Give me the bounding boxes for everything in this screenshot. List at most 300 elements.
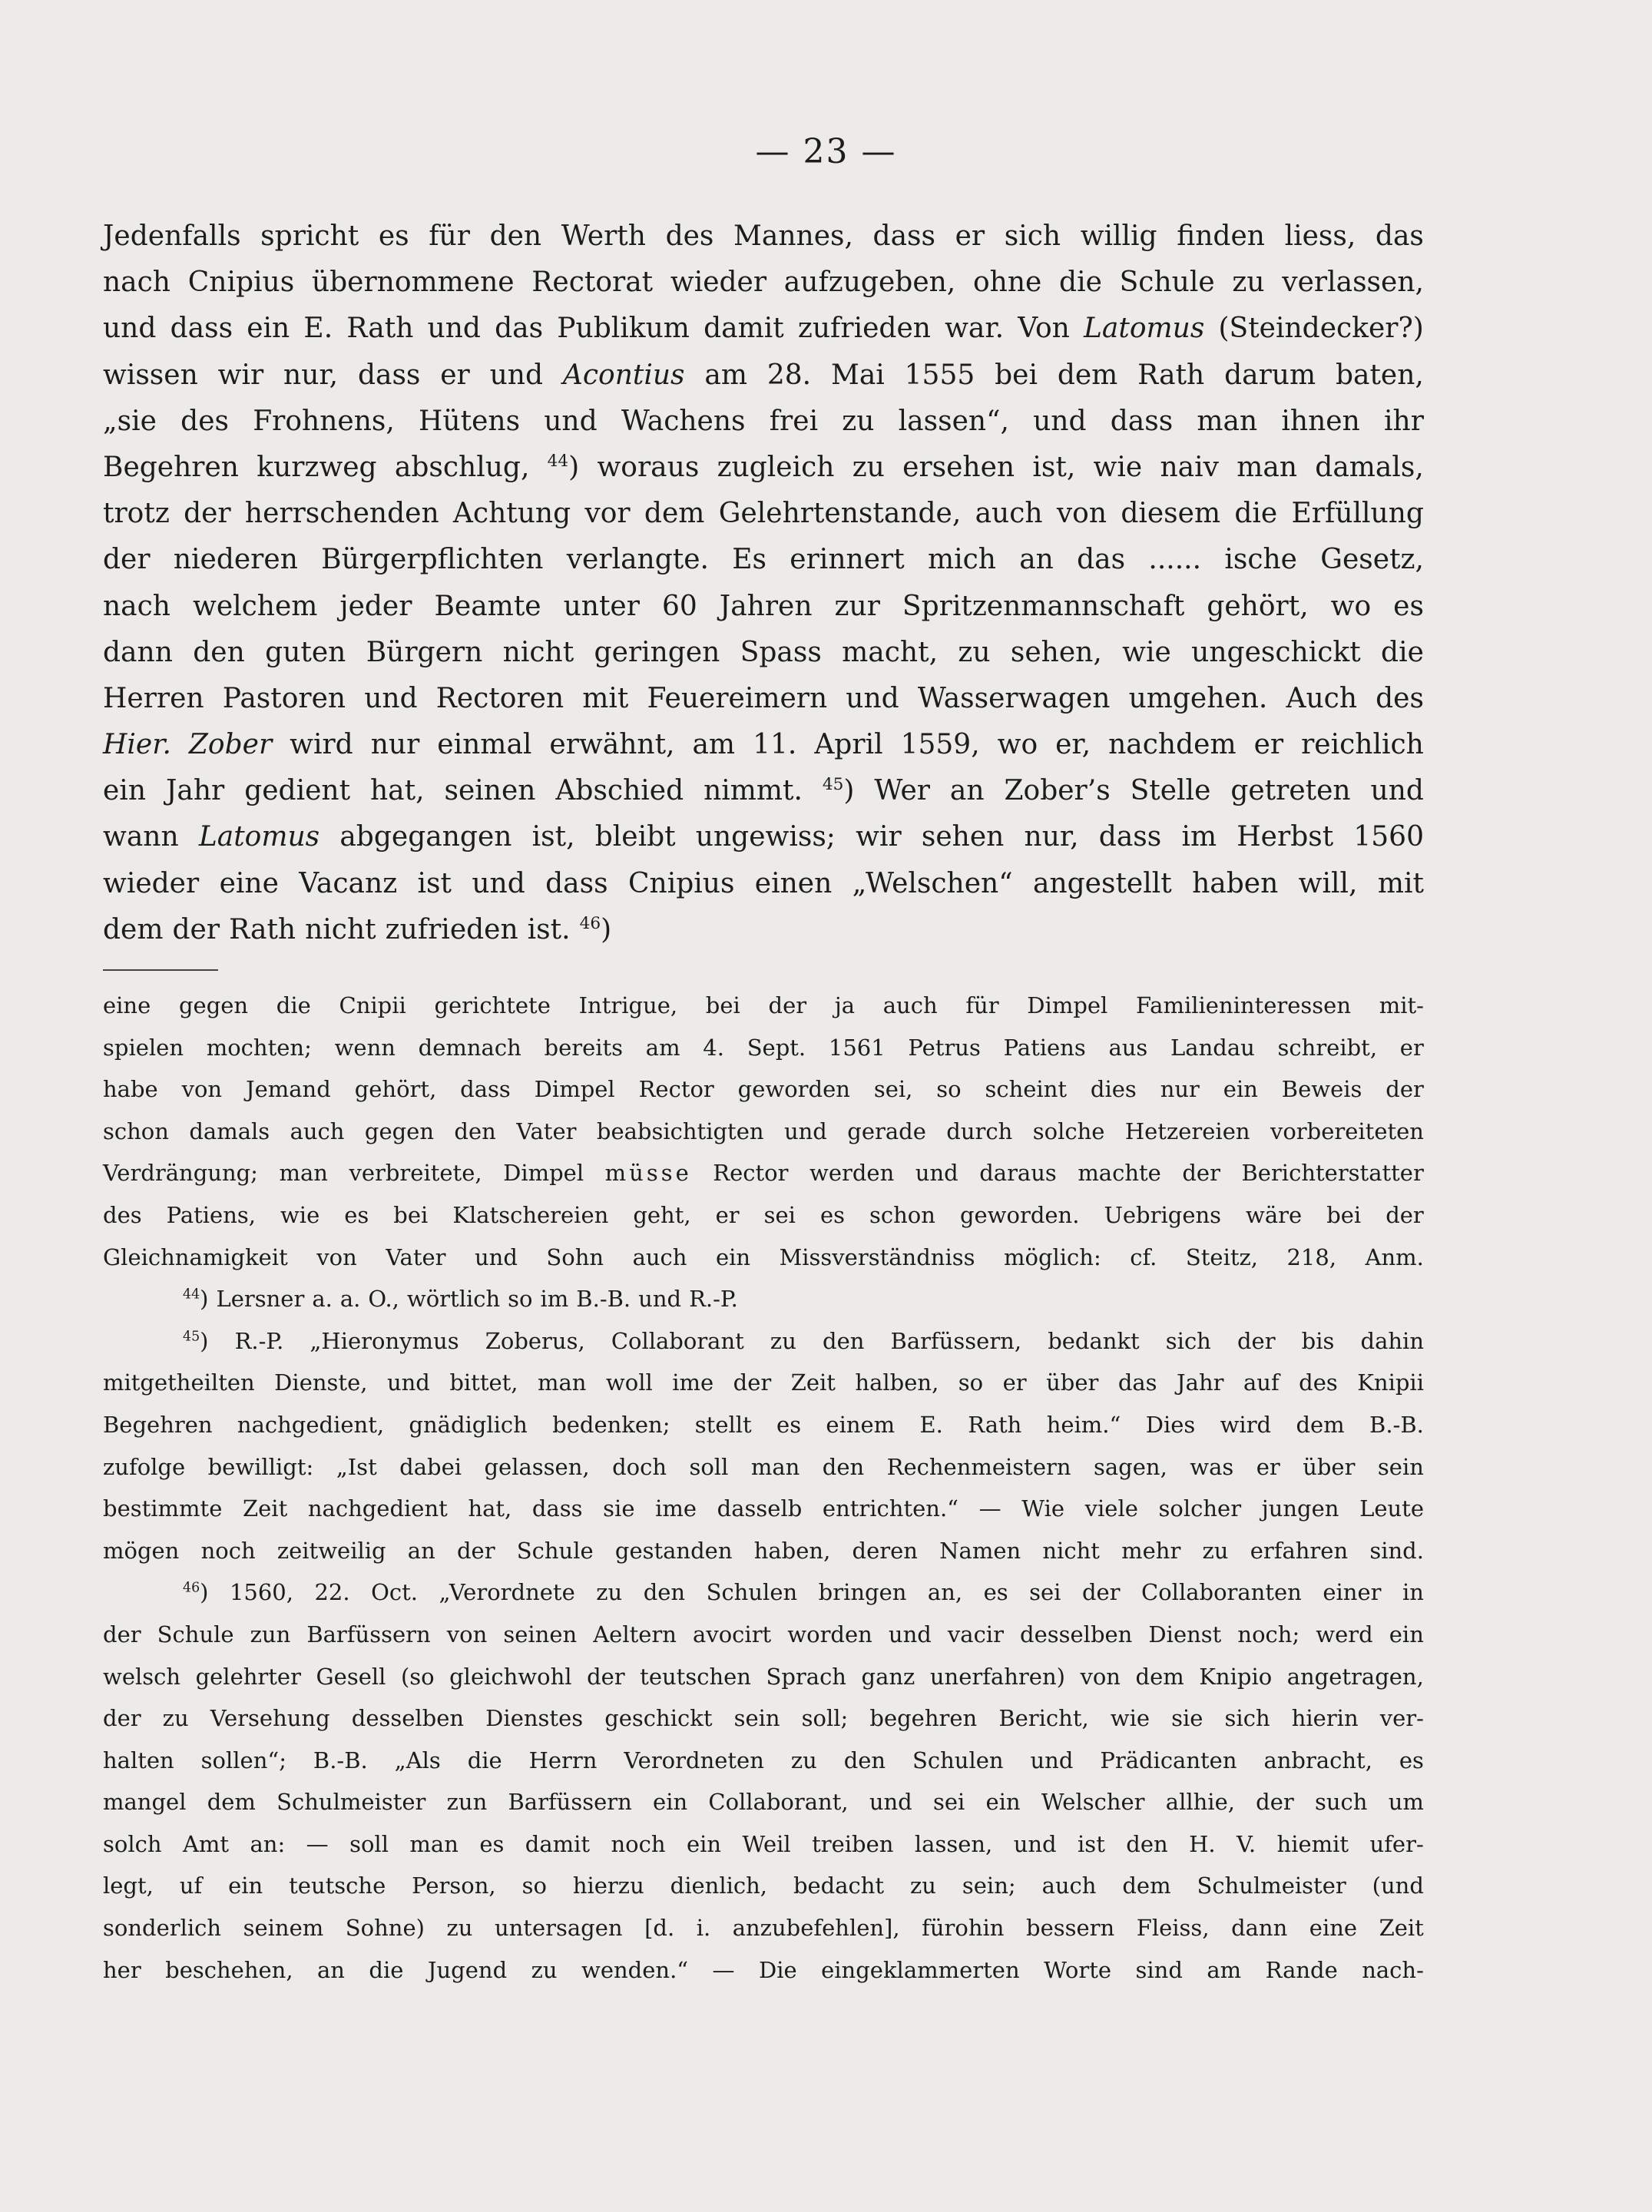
word: so — [958, 1369, 984, 1396]
word: schon — [869, 1201, 935, 1228]
word: damals, — [1315, 451, 1424, 483]
word: „Als — [394, 1747, 441, 1773]
word: die — [1381, 636, 1424, 668]
word: (Steindecker?) — [1218, 313, 1424, 345]
word: habe — [103, 1076, 158, 1103]
word: der — [1385, 1076, 1424, 1103]
word: an: — [250, 1830, 286, 1857]
word: werd — [1316, 1621, 1373, 1647]
word: Zeit — [790, 1369, 836, 1396]
word: Cnipii — [339, 992, 406, 1018]
word: sagen, — [1094, 1453, 1167, 1480]
word: 1561 — [828, 1034, 886, 1061]
word: jeder — [339, 590, 412, 622]
word: frei — [769, 405, 819, 437]
text-line — [103, 491, 1424, 537]
word: H. — [1189, 1830, 1216, 1857]
word: dahin — [1360, 1327, 1424, 1354]
word: der — [103, 1705, 141, 1732]
word: gegen — [364, 1118, 435, 1144]
word: von — [316, 1243, 357, 1270]
word: ganz — [861, 1663, 915, 1690]
word: Herbst — [1237, 821, 1334, 853]
word: Begehren — [103, 1411, 213, 1438]
word: nimmt. — [704, 775, 803, 807]
word: einer — [1323, 1579, 1382, 1606]
word: zufolge — [103, 1453, 186, 1480]
word: am — [692, 729, 736, 761]
word: das — [1077, 544, 1126, 576]
word: nachgedient, — [237, 1411, 385, 1438]
word: dem — [1122, 1873, 1171, 1899]
word: hiemit — [1276, 1830, 1349, 1857]
word: für — [965, 992, 999, 1018]
text-line — [103, 676, 1424, 722]
word: was — [1190, 1453, 1234, 1480]
word: nicht — [305, 913, 376, 945]
word: uf — [179, 1873, 203, 1899]
word: Anm. — [1365, 1243, 1424, 1270]
word: und — [915, 1160, 958, 1187]
word: Hetzereien — [1124, 1118, 1250, 1144]
word: Zeit — [1379, 1915, 1424, 1942]
word: die — [276, 992, 311, 1018]
word: solch — [103, 1830, 162, 1857]
word: Gesell — [316, 1663, 386, 1690]
word: Barfüssern — [306, 1621, 431, 1647]
word: er, — [1055, 729, 1091, 761]
word: angetragen, — [1286, 1663, 1424, 1690]
word: spielen — [103, 1034, 184, 1061]
word: umgehen. — [1128, 682, 1268, 714]
footnote-ref: $^{45}$) — [822, 775, 855, 807]
word: April — [814, 729, 883, 761]
footnote-line — [103, 1320, 1424, 1363]
word: gedient — [244, 775, 351, 807]
word: sich — [1004, 220, 1061, 252]
footnote-line — [103, 1446, 1424, 1488]
word: guten — [265, 636, 346, 668]
word: Begehren — [103, 451, 239, 483]
word: angestellt — [1032, 867, 1172, 899]
word: desselben — [1020, 1621, 1133, 1647]
word: Dies — [1145, 1411, 1196, 1438]
word: gnädiglich — [409, 1411, 528, 1438]
word: anzubefehlen], — [732, 1915, 900, 1942]
word: welchem — [193, 590, 318, 622]
word: an — [1019, 544, 1054, 576]
word: Auch — [1286, 682, 1357, 714]
word: möglich: — [1003, 1243, 1101, 1270]
footnote-line — [103, 1111, 1424, 1153]
word: war. — [945, 313, 1005, 345]
word: die — [1234, 498, 1278, 530]
word: „Ist — [336, 1453, 377, 1480]
word: ungeschickt — [1191, 636, 1361, 668]
word: es — [1399, 1747, 1424, 1773]
word: Welscher — [1041, 1789, 1145, 1816]
word: solcher — [1158, 1495, 1242, 1522]
word: R.-P. — [234, 1327, 284, 1354]
word: wann — [103, 821, 179, 853]
word: bestimmte — [103, 1495, 223, 1522]
word: teutsche — [289, 1873, 386, 1899]
word: von — [446, 1621, 488, 1647]
word: der — [1237, 1327, 1276, 1354]
word: Barfüssern, — [890, 1327, 1022, 1354]
word: Dimpel — [1027, 992, 1108, 1018]
word: er — [715, 1201, 740, 1228]
word: sehen, — [1010, 636, 1102, 668]
word: so — [508, 1286, 533, 1313]
word: zu — [770, 1327, 796, 1354]
word: 4. — [703, 1034, 724, 1061]
word: geht, — [633, 1201, 691, 1228]
word: ein — [1389, 1621, 1424, 1647]
word: Dienst — [1148, 1621, 1222, 1647]
word: zufrieden — [797, 313, 931, 345]
word: des — [180, 405, 229, 437]
word: dem — [1296, 1411, 1345, 1438]
word: machte — [1078, 1160, 1161, 1187]
word: sollen“; — [200, 1747, 286, 1773]
text-line — [103, 630, 1424, 676]
word: dem — [1135, 1663, 1184, 1690]
word: sein — [733, 1705, 780, 1732]
text-line — [103, 214, 1424, 260]
word: und — [472, 867, 525, 899]
word: Sept. — [747, 1034, 806, 1061]
word: Jemand — [245, 1076, 331, 1103]
italic-word: Latomus — [1084, 313, 1205, 345]
word: beschehen, — [165, 1956, 293, 1983]
word: Beweis — [1281, 1076, 1362, 1103]
word: ein — [1223, 1076, 1258, 1103]
word: es — [344, 1201, 369, 1228]
word: auch — [1041, 1873, 1097, 1899]
word: mit — [1377, 867, 1424, 899]
word: cf. — [1130, 1243, 1157, 1270]
word: wie — [1093, 451, 1143, 483]
word: welsch — [103, 1663, 181, 1690]
word: der — [172, 913, 220, 945]
word: bessern — [1026, 1915, 1115, 1942]
word: stellt — [694, 1411, 752, 1438]
word: und — [364, 682, 418, 714]
word: wie — [280, 1201, 320, 1228]
word: Sohn — [546, 1243, 604, 1270]
word: Mannes, — [733, 220, 853, 252]
word: bewilligt: — [207, 1453, 314, 1480]
footnote-ref: $^{46}$) — [183, 1579, 209, 1606]
footnote-line — [103, 1530, 1424, 1572]
word: gerichtete — [434, 992, 551, 1018]
word: damit — [704, 313, 784, 345]
word: sei — [763, 1201, 796, 1228]
word: untersagen — [494, 1915, 623, 1942]
text-line — [103, 537, 1424, 583]
word: Stelle — [1130, 775, 1211, 807]
word: dabei — [399, 1453, 462, 1480]
word: sei — [932, 1789, 965, 1816]
word: 60 — [661, 590, 697, 622]
word: Es — [732, 544, 767, 576]
word: wird — [1220, 1411, 1272, 1438]
word: Landau — [1170, 1034, 1255, 1061]
word: ist, — [1032, 451, 1076, 483]
word: noch — [200, 1537, 256, 1564]
word: beabsichtigten — [596, 1118, 764, 1144]
word: Rector — [638, 1076, 714, 1103]
footnote-ref: $^{44}$) — [547, 451, 580, 483]
word: auch — [882, 992, 938, 1018]
word: bleibt — [594, 821, 676, 853]
word: Zeit — [242, 1495, 288, 1522]
word: bedacht — [793, 1873, 885, 1899]
word: — — [712, 1956, 735, 1983]
word: demnach — [418, 1034, 521, 1061]
footnote-line — [103, 1362, 1424, 1404]
word: und — [1033, 405, 1087, 437]
word: scheint — [985, 1076, 1068, 1103]
word: damit — [525, 1830, 591, 1857]
word: Beamte — [434, 590, 541, 622]
word: mangel — [103, 1789, 187, 1816]
footnote-line — [103, 1152, 1424, 1194]
word: der — [768, 992, 807, 1018]
word: V. — [1237, 1830, 1256, 1857]
word: aus — [1108, 1034, 1148, 1061]
word: Gesetz, — [1320, 544, 1424, 576]
word: ufer- — [1369, 1830, 1424, 1857]
word: am — [1207, 1956, 1242, 1983]
footnote-line — [103, 1781, 1424, 1823]
word: das — [495, 313, 544, 345]
word: naiv — [1160, 451, 1219, 483]
footnote-line — [103, 1237, 1424, 1279]
word: Verordneten — [624, 1747, 764, 1773]
word: Rectoren — [435, 682, 564, 714]
word: den — [643, 1579, 686, 1606]
word: (so — [400, 1663, 435, 1690]
word: herrschenden — [244, 498, 439, 530]
word: an — [949, 775, 985, 807]
word: treiben — [812, 1830, 894, 1857]
word: gehört, — [1207, 590, 1309, 622]
word: will, — [1298, 867, 1358, 899]
word: ...... — [1148, 544, 1202, 576]
word: Zoberus, — [485, 1327, 585, 1354]
word: Rath — [229, 913, 296, 945]
word: des — [1376, 682, 1424, 714]
word: zun — [446, 1789, 488, 1816]
word: halben, — [855, 1369, 939, 1396]
word: noch; — [1237, 1621, 1300, 1647]
word: ist, — [531, 821, 575, 853]
word: Patiens — [1003, 1034, 1086, 1061]
word: 1560, — [229, 1579, 293, 1606]
word: Collaboranten — [1141, 1579, 1302, 1606]
word: i. — [696, 1915, 711, 1942]
word: Patiens, — [166, 1201, 256, 1228]
word: eine — [103, 992, 151, 1018]
word: es — [776, 1411, 802, 1438]
word: Hütens — [419, 405, 521, 437]
word: worden — [787, 1621, 872, 1647]
word: Zober’s — [1004, 775, 1111, 807]
word: ein — [653, 1789, 688, 1816]
word: er — [1002, 1369, 1027, 1396]
word: dass — [531, 1495, 583, 1522]
word: eine — [1309, 1915, 1358, 1942]
word: zu — [1202, 1537, 1229, 1564]
text-line — [103, 306, 1424, 352]
word: und — [1370, 775, 1424, 807]
word: diesem — [1121, 498, 1221, 530]
word: Verdrängung; — [103, 1160, 258, 1187]
word: bei — [705, 992, 740, 1018]
word: nachgedient — [307, 1495, 448, 1522]
page-number: — 23 — — [755, 132, 897, 171]
footnote-line — [103, 1865, 1424, 1907]
word: wäre — [1246, 1201, 1303, 1228]
word: Spass — [740, 636, 822, 668]
word: ohne — [972, 267, 1042, 299]
word: teutschen — [640, 1663, 751, 1690]
word: Barfüssern — [508, 1789, 632, 1816]
word: an — [407, 1537, 435, 1564]
word: Gleichnamigkeit — [103, 1243, 288, 1270]
word: das — [1117, 1369, 1157, 1396]
word: dass — [460, 1076, 511, 1103]
word: über — [1046, 1369, 1099, 1396]
word: Wachens — [621, 405, 746, 437]
word: Sprach — [766, 1663, 846, 1690]
word: der — [456, 1537, 495, 1564]
word: verbreitete, — [349, 1160, 482, 1187]
word: niederen — [173, 544, 298, 576]
word: baten, — [1335, 359, 1424, 391]
word: „Verordnete — [439, 1579, 575, 1606]
word: 28. — [766, 359, 812, 391]
word: von — [1080, 1663, 1121, 1690]
word: zu — [1232, 267, 1265, 299]
text-line — [103, 584, 1424, 630]
word: schreibt, — [1277, 1034, 1378, 1061]
word: „Hieronymus — [310, 1327, 459, 1354]
text-line — [103, 907, 1424, 953]
word: noch — [611, 1830, 666, 1857]
word: Schulmeister — [1197, 1873, 1346, 1899]
italic-word: Acontius — [562, 359, 685, 391]
word: 22. — [314, 1579, 350, 1606]
word: Amt — [182, 1830, 230, 1857]
word: hat, — [370, 775, 425, 807]
word: Rande — [1265, 1956, 1338, 1983]
word: Dienste, — [274, 1369, 368, 1396]
word: bei — [995, 359, 1038, 391]
word: ime — [655, 1495, 697, 1522]
word: man — [1197, 405, 1258, 437]
word: nach — [103, 590, 170, 622]
footnote-divider — [103, 969, 218, 971]
word: man — [750, 1453, 800, 1480]
word: man — [279, 1160, 328, 1187]
word: ein — [686, 1830, 722, 1857]
word: ist — [417, 867, 452, 899]
word: ime — [672, 1369, 714, 1396]
word: gerade — [847, 1118, 926, 1144]
word: zu — [531, 1956, 558, 1983]
word: lassen“, — [898, 405, 1009, 437]
word: geworden — [737, 1076, 850, 1103]
word: dass — [545, 867, 608, 899]
word: unter — [563, 590, 640, 622]
footnote-line — [103, 1194, 1424, 1237]
word: mögen — [103, 1537, 180, 1564]
word: soll — [349, 1830, 389, 1857]
text-line — [103, 722, 1424, 768]
footnote-line — [103, 1488, 1424, 1530]
word: Pastoren — [222, 682, 346, 714]
word: der — [103, 544, 151, 576]
word: dass — [1110, 405, 1174, 437]
word: an — [317, 1956, 345, 1983]
word: Worte — [1044, 1956, 1112, 1983]
footnote-line — [103, 1614, 1424, 1656]
word: sei, — [873, 1076, 913, 1103]
footnote-ref: $^{46}$) — [579, 913, 612, 945]
word: sonderlich — [103, 1915, 222, 1942]
word: nur, — [283, 359, 339, 391]
word: zu — [842, 405, 875, 437]
word: ein — [228, 1873, 263, 1899]
text-line — [103, 260, 1424, 306]
word: er — [440, 359, 470, 391]
word: mich — [927, 544, 996, 576]
word: fürohin — [922, 1915, 1005, 1942]
word: reichlich — [1301, 729, 1424, 761]
word: Werth — [561, 220, 646, 252]
word: dem — [644, 498, 705, 530]
word: zu — [790, 1747, 817, 1773]
word: Gelehrtenstande, — [718, 498, 962, 530]
word: von — [1056, 498, 1107, 530]
word: der — [733, 1369, 772, 1396]
word: gehört, — [354, 1076, 437, 1103]
word: übernommene — [311, 267, 515, 299]
word: Schule — [157, 1621, 234, 1647]
word: daraus — [979, 1160, 1057, 1187]
word: wie — [1122, 636, 1171, 668]
footnote-line — [103, 1823, 1424, 1866]
word: dass — [170, 313, 233, 345]
word: Lersner — [216, 1286, 305, 1313]
word: Prädicanten — [1100, 1747, 1237, 1773]
word: der — [103, 1621, 141, 1647]
word: sehen — [921, 821, 1005, 853]
word: E. — [919, 1411, 943, 1438]
word: Jugend — [427, 1956, 508, 1983]
footnote-line — [103, 1907, 1424, 1949]
word: die — [369, 1956, 404, 1983]
word: Wer — [874, 775, 930, 807]
word: unerfahren) — [929, 1663, 1065, 1690]
word: Leute — [1359, 1495, 1424, 1522]
word: hierzu — [572, 1873, 644, 1899]
word: und — [888, 1621, 932, 1647]
word: Die — [758, 1956, 797, 1983]
